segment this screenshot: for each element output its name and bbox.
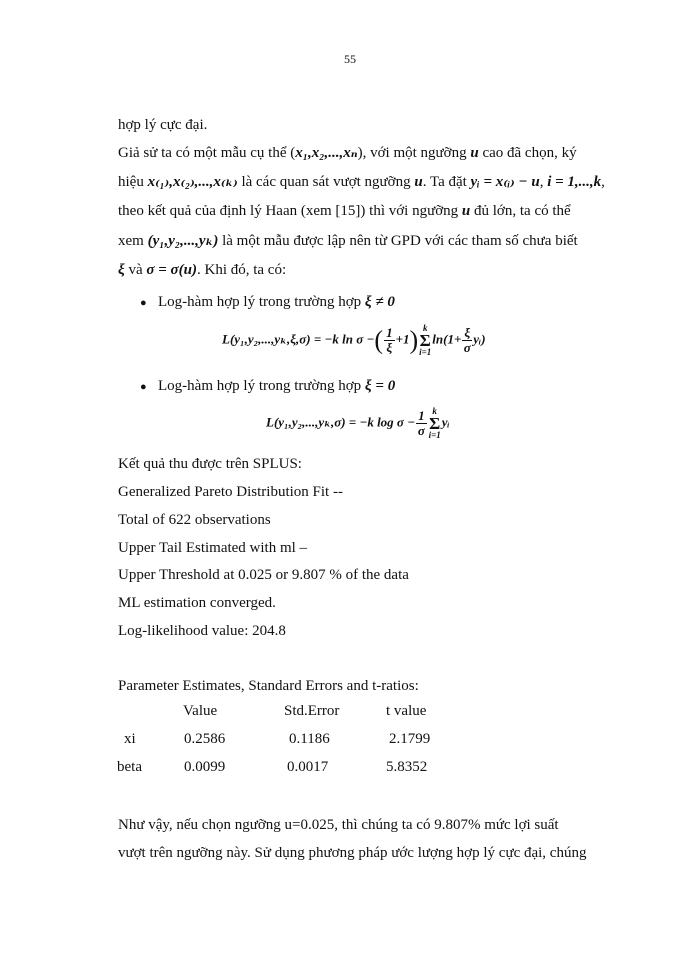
paragraph-line-1 — [118, 143, 577, 163]
text-span: Giả sử ta có một mẫu cụ thể ( — [118, 145, 296, 161]
threshold-symbol: u — [414, 174, 423, 190]
text-span: hiệu — [118, 174, 148, 190]
bullet-item-2 — [140, 376, 395, 397]
text-span: theo kết quả của định lý Haan (xem [15]) thì với ngưỡng — [118, 203, 462, 219]
text-span: xem — [118, 233, 148, 249]
text-span: . Ta đặt — [422, 174, 471, 190]
table-cell-std-error: 0.0017 — [287, 759, 329, 775]
close-paren: ) — [409, 325, 419, 355]
formula-log-likelihood-xi-zero — [266, 407, 450, 440]
text-span: . Khi đó, ta có: — [196, 262, 287, 278]
paragraph-line-5 — [118, 260, 286, 280]
table-header-value: Value — [183, 703, 218, 719]
text-span: ), với một ngưỡng — [357, 145, 471, 161]
table-cell-t-value: 2.1799 — [389, 731, 431, 747]
formula-lhs: L(y₁,y₂,...,yₖ,ξ,σ) = −k ln σ − — [222, 331, 375, 347]
fraction — [384, 326, 395, 355]
text-span: là các quan sát vượt ngưỡng — [237, 174, 415, 190]
output-line-4: Upper Threshold at 0.025 or 9.807 % of the data — [118, 567, 409, 583]
text-span: , — [601, 174, 605, 190]
condition-formula: ξ = 0 — [364, 378, 396, 394]
sigma-definition: σ = σ(u) — [146, 262, 197, 278]
output-line-0: Kết quả thu được trên SPLUS: — [118, 456, 302, 472]
paragraph-line-4 — [118, 231, 578, 251]
bullet-icon: ● — [140, 381, 147, 393]
summation — [419, 324, 431, 357]
conclusion-line-2: vượt trên ngưỡng này. Sử dụng phương pháp ước lượng hợp lý cực đại, chúng — [118, 845, 587, 861]
fraction-denominator: σ — [463, 340, 471, 355]
formula-term: yᵢ — [441, 414, 450, 430]
table-row-label: beta — [117, 759, 142, 775]
table-header-t-value: t value — [386, 703, 427, 719]
fraction-denominator: ξ — [386, 340, 393, 355]
table-cell-value: 0.0099 — [184, 759, 226, 775]
table-row-label: xi — [124, 731, 136, 747]
fraction — [416, 409, 427, 438]
sum-upper-limit: k — [432, 406, 437, 416]
formula-term: ln(1+ — [432, 331, 462, 347]
output-line-5: ML estimation converged. — [118, 595, 276, 611]
page-number: 55 — [344, 52, 356, 66]
table-cell-t-value: 5.8352 — [386, 759, 428, 775]
sum-upper-limit: k — [422, 323, 428, 333]
condition-formula: ξ ≠ 0 — [364, 294, 395, 310]
sum-lower-limit: i=1 — [428, 430, 441, 440]
paragraph-line-2 — [118, 172, 605, 192]
formula-log-likelihood-xi-nonzero — [222, 324, 486, 357]
bullet-text: Log-hàm hợp lý trong trường hợp — [158, 378, 365, 394]
paragraph-line-3 — [118, 201, 571, 221]
output-line-2: Total of 622 observations — [118, 512, 271, 528]
paragraph-line-0: hợp lý cực đại. — [118, 117, 208, 133]
text-span: và — [124, 262, 147, 278]
index-range: i = 1,...,k — [547, 174, 602, 190]
text-span: , — [539, 174, 548, 190]
table-cell-value: 0.2586 — [184, 731, 226, 747]
xi-symbol: ξ — [118, 262, 125, 278]
text-span: là một mẫu được lập nên từ GPD với các tham số chưa biết — [218, 233, 578, 249]
open-paren: ( — [374, 325, 384, 355]
excess-vector: (y₁,y₂,...,yₖ) — [147, 233, 219, 249]
fraction-numerator: ξ — [464, 325, 471, 340]
sample-vector: x₁,x₂,...,xₙ — [295, 145, 358, 161]
table-cell-std-error: 0.1186 — [289, 731, 330, 747]
conclusion-line-1: Như vậy, nếu chọn ngưỡng u=0.025, thì chúng ta có 9.807% mức lợi suất — [118, 817, 559, 833]
summation — [429, 407, 441, 440]
bullet-icon: ● — [140, 297, 147, 309]
formula-term: +1 — [395, 331, 410, 347]
order-statistics: x₍₁₎,x₍₂₎,...,x₍ₖ₎ — [147, 174, 238, 190]
output-line-7: Parameter Estimates, Standard Errors and t-ratios: — [118, 678, 419, 694]
table-header-std-error: Std.Error — [284, 703, 340, 719]
output-line-6: Log-likelihood value: 204.8 — [118, 623, 286, 639]
sum-lower-limit: i=1 — [419, 347, 432, 357]
output-line-3: Upper Tail Estimated with ml – — [118, 540, 308, 556]
fraction-numerator: 1 — [418, 408, 425, 423]
threshold-symbol: u — [470, 145, 479, 161]
formula-lhs: L(y₁,y₂,...,yₖ,σ) = −k log σ − — [266, 414, 416, 430]
fraction-denominator: σ — [417, 423, 425, 438]
bullet-item-1 — [140, 292, 395, 313]
excess-definition: yᵢ = x₍ᵢ₎ − u — [470, 174, 540, 190]
text-span: cao đã chọn, ký — [478, 145, 577, 161]
sigma-sum-icon: Σ — [429, 414, 441, 433]
output-line-1: Generalized Pareto Distribution Fit -- — [118, 484, 343, 500]
bullet-text: Log-hàm hợp lý trong trường hợp — [158, 294, 365, 310]
sigma-sum-icon: Σ — [419, 331, 431, 350]
threshold-symbol: u — [461, 203, 471, 219]
fraction-numerator: 1 — [386, 325, 393, 340]
fraction — [462, 326, 472, 355]
formula-term: yᵢ) — [473, 331, 486, 347]
text-span: đủ lớn, ta có thể — [470, 203, 571, 219]
